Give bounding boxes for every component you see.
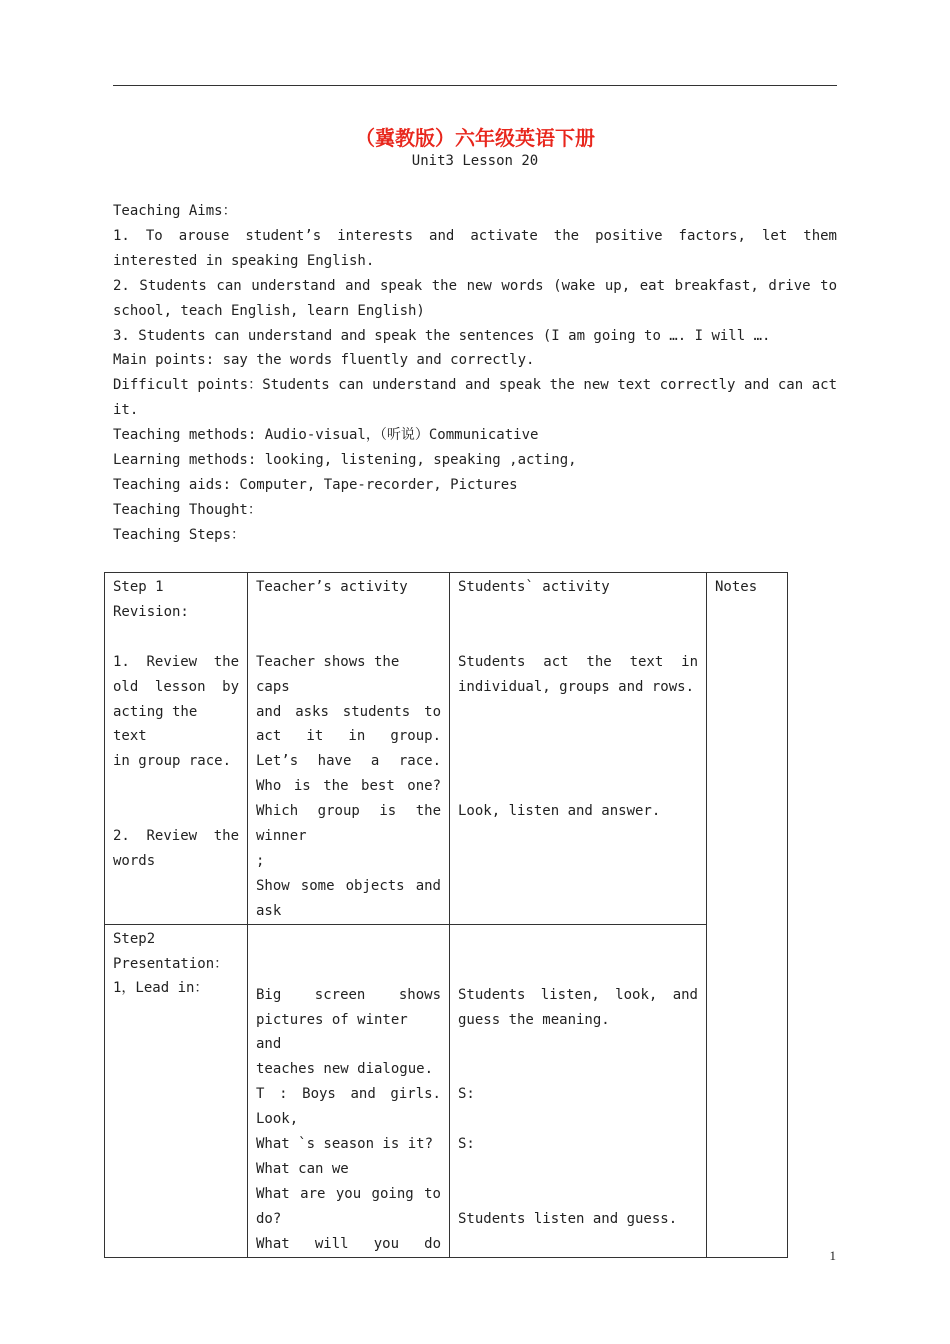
cell-line: words (113, 852, 156, 869)
cell-line: ask (256, 902, 282, 919)
cell-line (458, 600, 698, 625)
cell-line: Teacher’s activity (256, 579, 408, 595)
step-2-students-cell (450, 924, 707, 1257)
cell-line (113, 625, 239, 650)
cell-line (113, 799, 239, 824)
cell-line: Students` activity (458, 579, 610, 595)
aim-1-line-1: 1. To arouse student’s interests and activate the positive factors, let them (113, 227, 837, 244)
step-1-students-cell (450, 573, 707, 925)
cell-line (458, 1107, 698, 1132)
cell-line: act it in group. (256, 728, 441, 745)
cell-line: S: (458, 1136, 475, 1153)
difficult-points-line-2: it. (113, 402, 139, 419)
lesson-plan-body (113, 199, 837, 548)
cell-line: Presentation： (113, 955, 229, 972)
step-1-cell (105, 573, 248, 925)
teaching-aims-label: Teaching Aims： (113, 203, 237, 219)
page-number: 1 (829, 1248, 836, 1263)
cell-line: What `s season is it? (256, 1136, 434, 1153)
cell-line: 1，Lead in： (113, 980, 209, 997)
teaching-thought: Teaching Thought： (113, 501, 262, 518)
cell-line: Look, (256, 1111, 299, 1128)
cell-line: in group race. (113, 753, 232, 770)
cell-line (113, 774, 239, 799)
cell-line (458, 724, 698, 749)
cell-line (458, 1157, 698, 1182)
cell-line: Big screen shows (256, 986, 441, 1003)
document-title: （冀教版）六年级英语下册 (355, 126, 595, 150)
cell-line: and asks students to (256, 703, 441, 720)
cell-line: What are you going to (256, 1185, 441, 1202)
step-2-cell (105, 924, 248, 1257)
cell-line: Step 1 (113, 579, 164, 595)
cell-line: S: (458, 1086, 475, 1103)
teaching-steps-label: Teaching Steps： (113, 526, 246, 543)
notes-label: Notes (715, 579, 758, 595)
cell-line: winner (256, 828, 307, 845)
teaching-steps-table (104, 572, 788, 1258)
aim-2-line-1: 2. Students can understand and speak the new words (wake up, eat breakfast, drive to (113, 277, 837, 294)
cell-line: Students listen, look, and (458, 986, 698, 1003)
cell-line: old lesson by (113, 678, 239, 695)
cell-line (256, 625, 441, 650)
cell-line (458, 625, 698, 650)
cell-line: Students listen and guess. (458, 1210, 678, 1227)
aim-1-line-2: interested in speaking English. (113, 252, 375, 269)
cell-line: teaches new dialogue. (256, 1061, 434, 1078)
cell-line (458, 1032, 698, 1057)
cell-line (458, 749, 698, 774)
cell-line: Revision: (113, 603, 189, 620)
cell-line: 2. Review the (113, 828, 239, 845)
cell-line: guess the meaning. (458, 1011, 610, 1028)
cell-line: Look, listen and answer. (458, 803, 661, 820)
cell-line: Step2 (113, 930, 156, 947)
aim-3: 3. Students can understand and speak the sentences (I am going to …. I will …. (113, 327, 771, 344)
main-points: Main points: say the words fluently and correctly. (113, 352, 535, 369)
cell-line: What will you do (256, 1235, 441, 1252)
difficult-points-line-1: Difficult points：Students can understand and speak the new text correctly and can act (113, 377, 837, 394)
cell-line (256, 600, 441, 625)
cell-line: individual, groups and rows. (458, 678, 695, 695)
cell-line: Show some objects and (256, 877, 441, 894)
table-row (105, 924, 788, 1257)
step-1-teacher-cell (248, 573, 450, 925)
teaching-methods: Teaching methods: Audio-visual，（听说）Communicative (113, 427, 539, 444)
cell-line: pictures of winter and (256, 1011, 408, 1053)
cell-line (458, 700, 698, 725)
cell-line: T : Boys and girls. (256, 1086, 441, 1103)
cell-line: Which group is the (256, 803, 441, 820)
learning-methods: Learning methods: looking, listening, speaking ,acting, (113, 452, 577, 469)
cell-line: 1. Review the (113, 653, 239, 670)
cell-line: What can we (256, 1161, 349, 1177)
table-row (105, 573, 788, 925)
cell-line: Teacher shows the caps (256, 653, 400, 695)
cell-line: do? (256, 1210, 282, 1227)
cell-line: ; (256, 852, 265, 869)
notes-cell (707, 573, 788, 1258)
aim-2-line-2: school, teach English, learn English) (113, 302, 425, 319)
cell-line: Who is the best one? (256, 778, 441, 795)
cell-line: Let’s have a race. (256, 753, 441, 770)
cell-line (458, 1057, 698, 1082)
cell-line (458, 774, 698, 799)
teaching-aids: Teaching aids: Computer, Tape-recorder, Pictures (113, 476, 518, 493)
cell-line: Students act the text in (458, 653, 698, 670)
step-2-teacher-cell (248, 924, 450, 1257)
cell-line: acting the text (113, 703, 198, 745)
header-rule (113, 85, 837, 86)
document-subtitle: Unit3 Lesson 20 (411, 153, 539, 169)
cell-line (458, 1182, 698, 1207)
